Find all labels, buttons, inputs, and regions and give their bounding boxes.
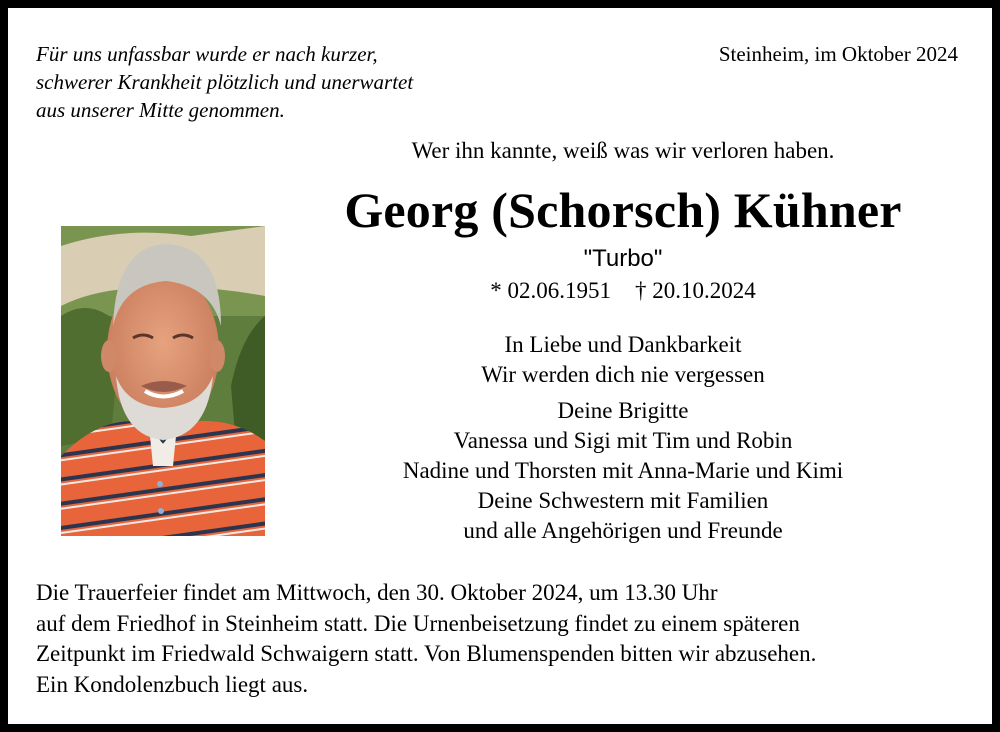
place-date: Steinheim, im Oktober 2024: [718, 42, 958, 66]
notice-line: Zeitpunkt im Friedwald Schwaigern statt. Von Blumenspenden bitten wir abzusehen.: [36, 641, 817, 666]
motto: Wer ihn kannte, weiß was wir verloren haben.: [411, 138, 835, 163]
life-dates: [338, 276, 908, 306]
notice-line: Ein Kondolenzbuch liegt aus.: [36, 671, 309, 697]
intro-line: aus unserer Mitte genommen.: [36, 98, 285, 122]
intro-text: [36, 40, 413, 124]
obituary-notice: [8, 8, 992, 724]
intro-line: schwerer Krankheit plötzlich und unerwartet: [36, 70, 414, 94]
dedication-line: In Liebe und Dankbarkeit: [504, 332, 742, 357]
deceased-nickname: "Turbo": [583, 245, 663, 272]
deceased-name: Georg (Schorsch) Kühner: [344, 182, 902, 238]
notice-line: Die Trauerfeier findet am Mittwoch, den 30. Oktober 2024, um 13.30 Uhr: [36, 580, 718, 605]
mourner-line: Nadine und Thorsten mit Anna-Marie und Kimi: [402, 458, 844, 483]
mourner-line: Vanessa und Sigi mit Tim und Robin: [453, 428, 793, 453]
death-date: † 20.10.2024: [635, 278, 756, 303]
intro-line: Für uns unfassbar wurde er nach kurzer,: [36, 42, 378, 66]
funeral-notice: [36, 578, 816, 700]
mourner-line: Deine Schwestern mit Familien: [477, 488, 769, 513]
mourner-line: Deine Brigitte: [557, 398, 689, 423]
birth-date: * 02.06.1951: [490, 278, 611, 303]
mourners-block: [338, 330, 908, 546]
notice-line: auf dem Friedhof in Steinheim statt. Die Urnenbeisetzung findet zu einem späteren: [36, 610, 800, 636]
dedication-line: Wir werden dich nie vergessen: [481, 362, 765, 387]
portrait-photo: [61, 226, 265, 536]
mourner-line: und alle Angehörigen und Freunde: [463, 518, 783, 543]
